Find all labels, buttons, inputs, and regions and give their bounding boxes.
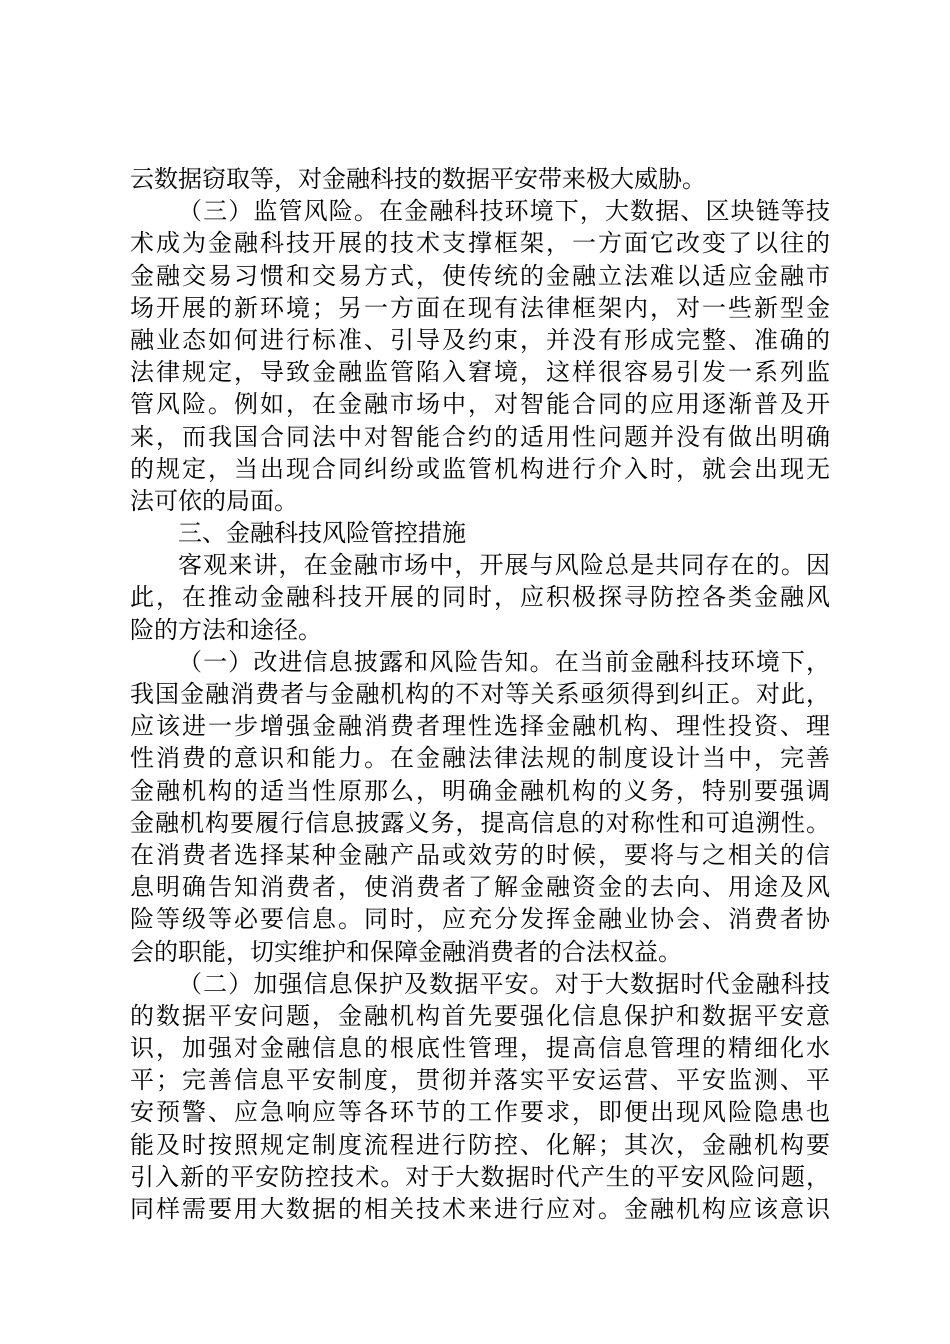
- paragraph-intro: [130, 549, 830, 646]
- section-heading: [130, 517, 830, 549]
- paragraph-regulatory-risk: [130, 195, 830, 517]
- text-line: 法律规定，导致金融监管陷入窘境，这样很容易引发一系列监: [130, 358, 830, 387]
- text-line: 险等级等必要信息。同时，应充分发挥金融业协会、消费者协: [130, 905, 830, 934]
- document-body: [130, 163, 830, 1225]
- text-line: 性消费的意识和能力。在金融法律法规的制度设计当中，完善: [130, 744, 830, 773]
- text-line: 安预警、应急响应等各环节的工作要求，即便出现风险隐患也: [130, 1098, 830, 1127]
- text-line: 管风险。例如，在金融市场中，对智能合同的应用逐渐普及开: [130, 390, 830, 419]
- text-line: 客观来讲，在金融市场中，开展与风险总是共同存在的。因: [178, 551, 830, 580]
- text-line: 的数据平安问题，金融机构首先要强化信息保护和数据平安意: [130, 1001, 830, 1030]
- text-line: 在消费者选择某种金融产品或效劳的时候，要将与之相关的信: [130, 840, 830, 869]
- text-line: （二）加强信息保护及数据平安。对于大数据时代金融科技: [178, 969, 830, 998]
- text-line: 险的方法和途径。: [130, 615, 322, 644]
- text-line: 云数据窃取等，对金融科技的数据平安带来极大威胁。: [130, 165, 706, 193]
- text-line: 我国金融消费者与金融机构的不对等关系亟须得到纠正。对此，: [130, 680, 830, 708]
- text-line: （三）监管风险。在金融科技环境下，大数据、区块链等技: [178, 197, 830, 226]
- text-line: 金融交易习惯和交易方式，使传统的金融立法难以适应金融市: [130, 261, 830, 290]
- text-line: 引入新的平安防控技术。对于大数据时代产生的平安风险问题，: [130, 1162, 830, 1191]
- heading-text: 三、金融科技风险管控措施: [178, 519, 466, 548]
- text-line: 的规定，当出现合同纠纷或监管机构进行介入时，就会出现无: [130, 454, 830, 483]
- text-line: 融业态如何进行标准、引导及约束，并没有形成完整、准确的: [130, 325, 830, 354]
- paragraph-data-security: [130, 968, 830, 1226]
- text-line: 来，而我国合同法中对智能合约的适用性问题并没有做出明确: [130, 422, 830, 451]
- text-line: 会的职能，切实维护和保障金融消费者的合法权益。: [130, 937, 682, 966]
- text-line: 法可依的局面。: [130, 486, 298, 515]
- text-line: 识，加强对金融信息的根底性管理，提高信息管理的精细化水: [130, 1034, 830, 1063]
- text-line: 金融机构要履行信息披露义务，提高信息的对称性和可追溯性。: [130, 808, 830, 837]
- text-line: 息明确告知消费者，使消费者了解金融资金的去向、用途及风: [130, 873, 830, 902]
- paragraph-continuation: [130, 163, 830, 195]
- text-line: 场开展的新环境；另一方面在现有法律框架内，对一些新型金: [130, 293, 830, 322]
- text-line: 金融机构的适当性原那么，明确金融机构的义务，特别要强调: [130, 776, 830, 805]
- paragraph-disclosure: [130, 646, 830, 968]
- text-line: 平；完善信息平安制度，贯彻并落实平安运营、平安监测、平: [130, 1066, 830, 1095]
- text-line: 此，在推动金融科技开展的同时，应积极探寻防控各类金融风: [130, 583, 830, 612]
- text-line: 应该进一步增强金融消费者理性选择金融机构、理性投资、理: [130, 712, 830, 741]
- text-line: 同样需要用大数据的相关技术来进行应对。金融机构应该意识: [130, 1195, 830, 1223]
- text-line: （一）改进信息披露和风险告知。在当前金融科技环境下，: [178, 647, 830, 676]
- text-line: 术成为金融科技开展的技术支撑框架，一方面它改变了以往的: [130, 229, 830, 258]
- text-line: 能及时按照规定制度流程进行防控、化解；其次，金融机构要: [130, 1130, 830, 1159]
